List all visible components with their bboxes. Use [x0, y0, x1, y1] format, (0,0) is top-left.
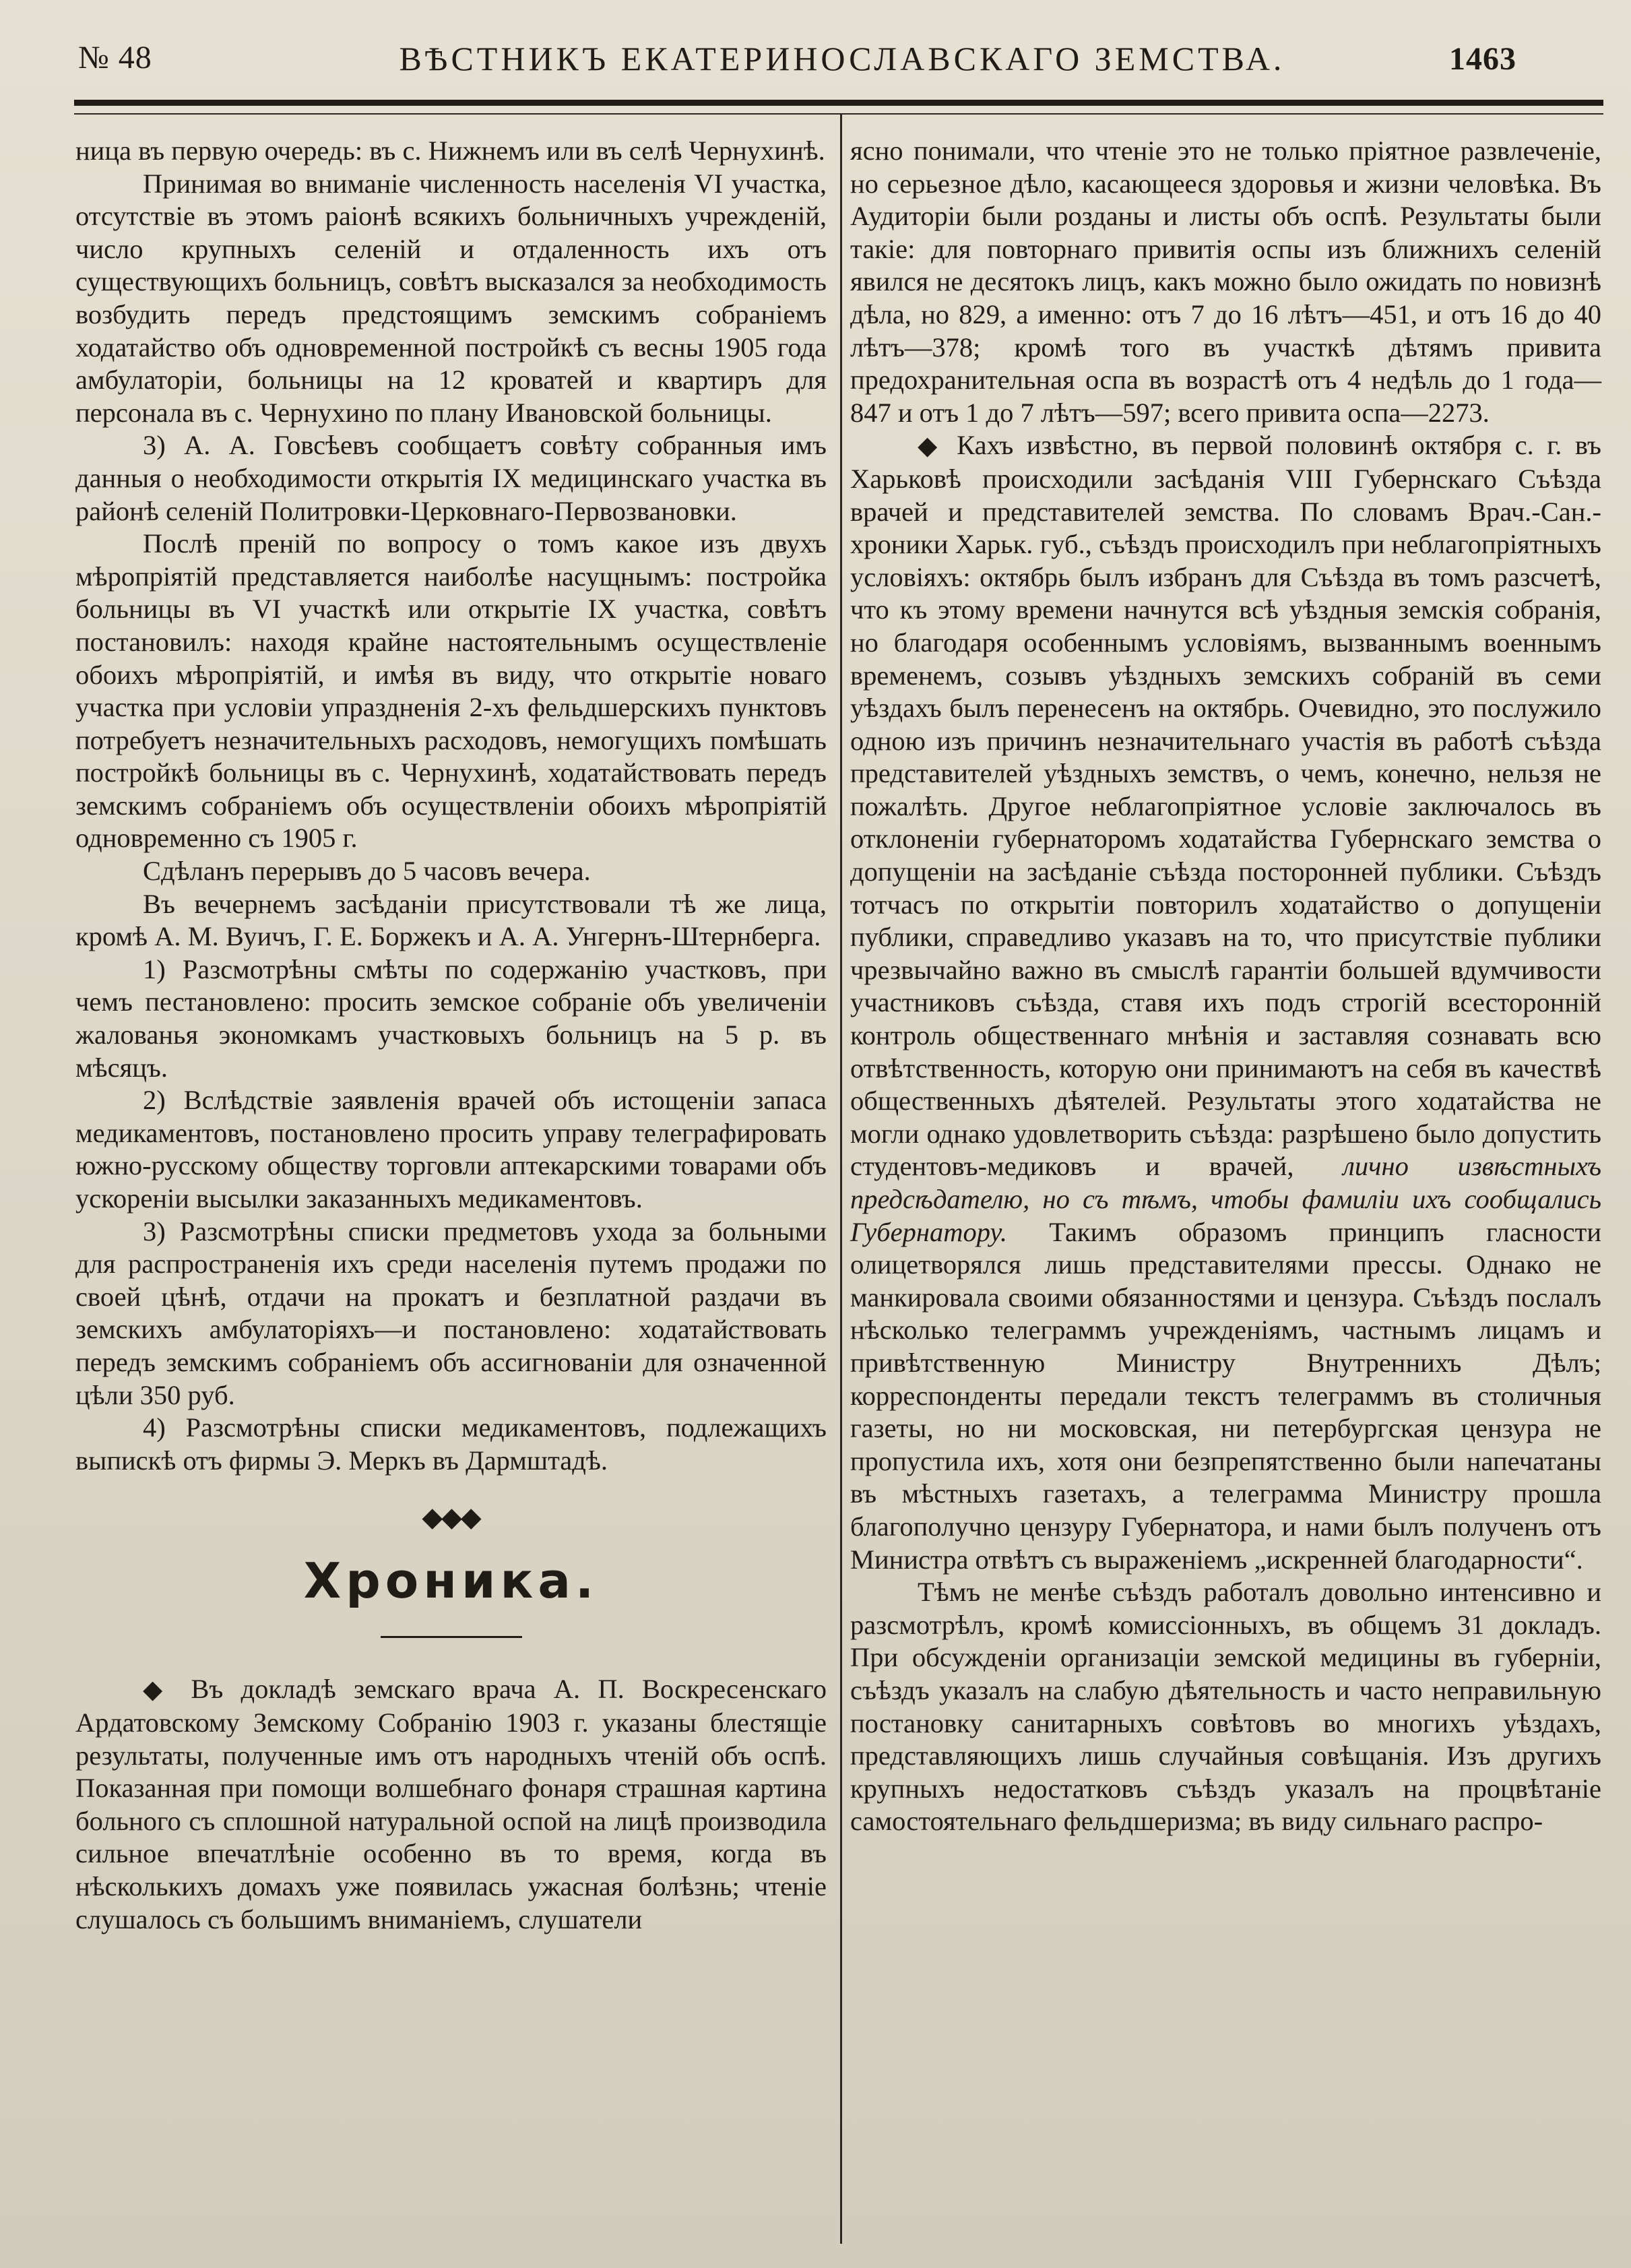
- paragraph-text: Кахъ извѣстно, въ первой половинѣ октября с. г. въ Харьковѣ происходили засѣданія VIII Губернскаго Съѣзда врачей и представителей земства. По словамъ Врач.-Сан.-хроники Харьк. губ., съѣздъ происходилъ при неблагопріятныхъ условіяхъ: октябрь былъ избранъ для Съѣзда въ томъ разсчетѣ, что къ этому времени начнутся всѣ уѣздныя земскія собранія, но благодаря особеннымъ условіямъ, вызваннымъ военнымъ временемъ, созывъ уѣздныхъ земскихъ собраній въ семи уѣздахъ былъ перенесенъ на октябрь. Очевидно, это послужило одною изъ причинъ незначительнаго участія въ работѣ съѣзда представителей уѣздныхъ земствъ, о чемъ, конечно, нельзя не пожалѣть. Другое неблагопріятное условіе заключалось въ отклоненіи губернаторомъ ходатайства Губернскаго земства о допущеніи на засѣданіе съѣзда посторонней публики. Съѣздъ тотчасъ по открытіи повторилъ ходатайство о допущеніи публики, справедливо указавъ на то, что присутствіе публики чрезвычайно важно въ смыслѣ гарантіи большей вдумчивости участниковъ съѣзда, ставя ихъ подъ строгій всесторонній контроль общественнаго мнѣнія и заставляя сознавать всю отвѣтственность, которую они принимаютъ на себя въ качествѣ общественныхъ дѣятелей. Результаты этого ходатайства не могли однако удовлетворить съѣзда: разрѣшено было допустить студентовъ-медиковъ и врачей,: [850, 430, 1601, 1182]
- paragraph: 2) Вслѣдствіе заявленія врачей объ истощеніи запаса медикаментовъ, постановлено просить управу телеграфировать южно-русскому обществу торговли аптекарскими товарами объ ускореніи высылки заказанныхъ медикаментовъ.: [75, 1085, 827, 1214]
- header-rule-thick: [74, 100, 1603, 106]
- lozenge-ornament: ◆: [918, 432, 944, 461]
- paragraph: 3) А. А. Говсѣевъ сообщаетъ совѣту собранныя имъ данныя о необходимости открытія IX медицинскаго участка въ районѣ селеній Политровки-Церковнаго-Первозвановки.: [75, 430, 827, 526]
- paragraph: 3) Разсмотрѣны списки предметовъ ухода за больными для распространенія ихъ среди населенія путемъ продажи по своей цѣнѣ, отдачи на прокатъ и безплатной раздачи въ земскихъ амбулаторіяхъ—и постановлено: ходатайствовать передъ земскимъ собраніемъ объ ассигнованіи для означенной цѣли 350 руб.: [75, 1216, 827, 1410]
- chronicle-text: Въ докладѣ земскаго врача А. П. Воскресенскаго Ардатовскому Земскому Собранію 1903 г. указаны блестящіе результаты, полученные имъ отъ народныхъ чтеній объ оспѣ. Показанная при помощи волшебнаго фонаря страшная картина больного съ сплошной натуральной оспой на лицѣ производила сильное впечатлѣніе особенно въ то время, когда въ нѣсколькихъ домахъ уже появилась ужасная болѣзнь; чтеніе слушалось съ большимъ вниманіемъ, слушатели: [75, 1674, 827, 1934]
- paragraph: 4) Разсмотрѣны списки медикаментовъ, подлежащихъ выпискѣ отъ фирмы Э. Меркъ въ Дармштадѣ.: [75, 1412, 827, 1476]
- title-rule: [381, 1636, 522, 1638]
- left-column: [75, 135, 827, 1936]
- page-number: 1463: [1449, 41, 1516, 77]
- column-divider: [840, 115, 842, 2244]
- paragraph: Сдѣланъ перерывъ до 5 часовъ вечера.: [143, 856, 591, 887]
- paragraph: Принимая во вниманіе численность населенія VI участка, отсутствіе въ этомъ раіонѣ всякихъ больничныхъ учрежденій, число крупныхъ селеній и отдаленность ихъ отъ существующихъ больницъ, совѣтъ высказался за необходимость возбудить передъ предстоящимъ земскимъ собраніемъ ходатайство объ одновременной постройкѣ съ весны 1905 года амбулаторіи, больницы на 12 кроватей и квартиръ для персонала въ с. Чернухино по плану Ивановской больницы.: [75, 168, 827, 428]
- italic-phrase: лично извѣстныхъ предсѣдателю, но съ тѣмъ, чтобы фамиліи ихъ сообщались Губернатору.: [850, 1151, 1602, 1247]
- header-rule-thin: [74, 113, 1603, 115]
- right-column: [850, 135, 1601, 1838]
- paragraph: Въ вечернемъ засѣданіи присутствовали тѣ же лица, кромѣ А. М. Вуичъ, Г. Е. Боржекъ и А. А. Унгернъ-Штернберга.: [75, 888, 827, 952]
- section-title: Хроника.: [303, 1552, 599, 1610]
- section-break-ornament: ◆◆◆: [422, 1502, 480, 1533]
- journal-title: ВѢСТНИКЪ ЕКАТЕРИНОСЛАВСКАГО ЗЕМСТВА.: [399, 40, 1285, 77]
- paragraph: ница въ первую очередь: въ с. Нижнемъ или въ селѣ Чернухинѣ.: [75, 135, 825, 166]
- lozenge-ornament: ◆: [143, 1676, 174, 1705]
- paragraph: ясно понимали, что чтеніе это не только пріятное развлеченіе, но серьезное дѣло, касающееся здоровья и жизни человѣка. Въ Аудиторіи были розданы и листы объ оспѣ. Результаты были такіе: для повторнаго привитія оспы изъ ближнихъ селеній явился не десятокъ лицъ, какъ можно было ожидать по новизнѣ дѣла, но 829, а именно: отъ 7 до 16 лѣтъ—451, и отъ 16 до 40 лѣтъ—378; кромѣ того въ участкѣ дѣтямъ привита предохранительная оспа въ возрастѣ отъ 4 недѣль до 1 года—847 и отъ 1 до 7 лѣтъ—597; всего привита оспа—2273.: [850, 135, 1601, 428]
- paragraph: [75, 1673, 827, 1936]
- paragraph: Тѣмъ не менѣе съѣздъ работалъ довольно интенсивно и разсмотрѣлъ, кромѣ комиссіонныхъ, въ общемъ 31 докладъ. При обсужденіи организаціи земской медицины въ губерніи, съѣздъ указалъ на слабую дѣятельность и часто неправильную постановку санитарныхъ совѣтовъ во многихъ уѣздахъ, представляющихъ лишь случайныя совѣщанія. Изъ другихъ крупныхъ недостатковъ съѣздъ указалъ на процвѣтаніе самостоятельнаго фельдшеризма; въ виду сильнаго распро-: [850, 1577, 1601, 1837]
- paragraph: 1) Разсмотрѣны смѣты по содержанію участковъ, при чемъ пестановлено: просить земское собраніе объ увеличеніи жалованья экономкамъ участковыхъ больницъ на 5 р. въ мѣсяцъ.: [75, 953, 827, 1083]
- issue-number: № 48: [78, 40, 152, 75]
- paragraph: [850, 429, 1601, 1576]
- paragraph: Послѣ преній по вопросу о томъ какое изъ двухъ мѣропріятій представляется наиболѣе насущнымъ: постройка больницы въ VI участкѣ или открытіе IX участка, совѣтъ постановилъ: находя крайне настоятельнымъ осуществленіе обоихъ мѣропріятій, и имѣя въ виду, что открытіе новаго участка при условіи упраздненія 2-хъ фельдшерскихъ пунктовъ потребуетъ незначительныхъ расходовъ, немогущихъ помѣшать постройкѣ больницы въ с. Чернухинѣ, ходатайствовать передъ земскимъ собраніемъ объ осуществленіи обоихъ мѣропріятій одновременно съ 1905 г.: [75, 528, 827, 854]
- paragraph-text: Такимъ образомъ принципъ гласности олицетворялся лишь представителями прессы. Однако не манкировала своими обязанностями и цензура. Съѣздъ послалъ нѣсколько телеграммъ учрежденіямъ, частнымъ лицамъ и привѣтственную Министру Внутреннихъ Дѣлъ; корреспонденты передали текстъ телеграммъ въ столичныя газеты, но ни московская, ни петербургская цензура не пропустила ихъ, хотя они безпрепятственно были напечатаны въ мѣстныхъ газетахъ, а телеграмма Министру прошла благополучно цензуру Губернатора, и нами былъ полученъ отъ Министра отвѣтъ съ выраженіемъ „искренней благодарности“.: [850, 1216, 1601, 1575]
